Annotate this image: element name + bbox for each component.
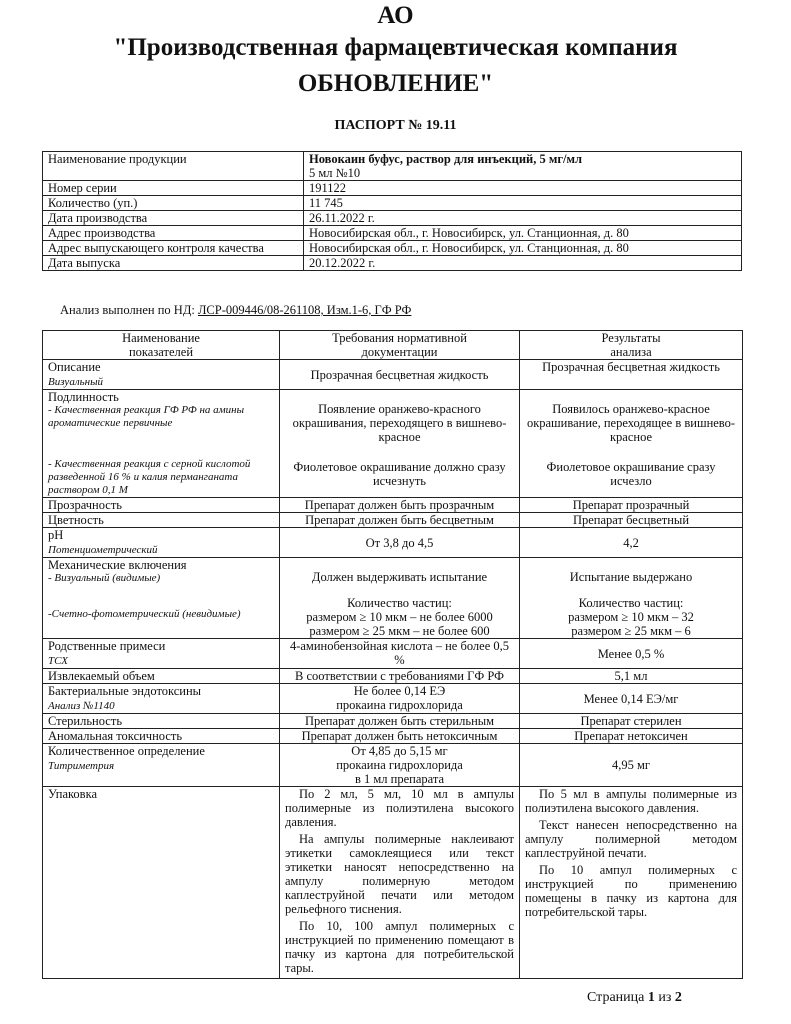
result-cell: По 5 мл в ампулы полимерные из полиэтилена высокого давления. Текст нанесен непосредственно на ампулу полимерной методом каплеструйной печати. По 10 ампул полимерных с инструкцией по применению помещены в пачку из картона для потребительской тары. [520,787,743,979]
info-value-product [304,152,742,181]
info-key: Дата производства [43,211,304,226]
result-cell: 4,2 [520,528,743,558]
product-name: Новокаин буфус, раствор для инъекций, 5 мг/мл [309,152,583,166]
requirement-cell: 4-аминобензойная кислота – не более 0,5 % [280,639,520,669]
row-packaging [43,787,743,979]
product-info-table [42,151,742,271]
normative-doc-line [60,303,411,318]
info-value: Новосибирская обл., г. Новосибирск, ул. Станционная, д. 80 [304,226,742,241]
info-row-release-date [43,256,742,271]
indicator-cell: Подлинность - Качественная реакция ГФ РФ на амины ароматические первичные - Качественная реакция с серной кислотой разведенной 16 % и калия перманганата раствором 0,1 М [43,390,280,498]
row-description [43,360,743,390]
header-requirements: Требования нормативной документации [280,331,520,360]
requirement-cell: Препарат должен быть прозрачным [280,498,520,513]
info-value: 26.11.2022 г. [304,211,742,226]
header-indicator: Наименование показателей [43,331,280,360]
nd-doc-link: ЛСР-009446/08-261108, Изм.1-6, ГФ РФ [197,303,412,317]
result-cell: Менее 0,5 % [520,639,743,669]
row-authenticity [43,390,743,498]
info-key: Номер серии [43,181,304,196]
header-company-line1: "Производственная фармацевтическая компания [113,34,678,61]
header-company-line2: ОБНОВЛЕНИЕ" [297,70,494,97]
indicator-cell: Родственные примеси ТСХ [43,639,280,669]
indicator-cell: Механические включения - Визуальный (видимые) -Счетно-фотометрический (невидимые) [43,558,280,639]
header-ao: АО [377,2,414,29]
page-footer: Страница 1 из 2 [587,990,682,1005]
info-key: Адрес производства [43,226,304,241]
page-number: 1 [647,990,655,1005]
row-endotoxins [43,684,743,714]
row-toxicity [43,729,743,744]
result-cell: Препарат стерилен [520,714,743,729]
indicator-cell: Прозрачность [43,498,280,513]
info-row-production-address [43,226,742,241]
page-total: 2 [674,990,682,1005]
analysis-header-row [43,331,743,360]
requirement-cell: По 2 мл, 5 мл, 10 мл в ампулы полимерные из полиэтилена высокого давления. На ампулы полимерные наклеивают этикетки самоклеящиеся или текст этикетки наносят непосредственно на ампулу полимерную методом каплеструйной печати или методом рельефного тиснения. По 10, 100 ампул полимерных с инструкцией по применению помещают в пачку из картона для потребительской тары. [280,787,520,979]
requirement-cell: Препарат должен быть стерильным [280,714,520,729]
passport-title: ПАСПОРТ № 19.11 [334,118,457,133]
indicator-cell: Стерильность [43,714,280,729]
indicator-cell: Упаковка [43,787,280,979]
info-key: Адрес выпускающего контроля качества [43,241,304,256]
info-value: 191122 [304,181,742,196]
info-row-product [43,152,742,181]
info-value: Новосибирская обл., г. Новосибирск, ул. Станционная, д. 80 [304,241,742,256]
info-value: 20.12.2022 г. [304,256,742,271]
result-cell: Прозрачная бесцветная жидкость [520,360,743,390]
info-row-production-date [43,211,742,226]
row-color [43,513,743,528]
indicator-cell: Описание Визуальный [43,360,280,390]
result-cell: Препарат нетоксичен [520,729,743,744]
info-value: 11 745 [304,196,742,211]
info-key: Количество (уп.) [43,196,304,211]
indicator-cell: Количественное определение Титриметрия [43,744,280,787]
row-ph [43,528,743,558]
row-quantitative [43,744,743,787]
requirement-cell: В соответствии с требованиями ГФ РФ [280,669,520,684]
requirement-cell: От 3,8 до 4,5 [280,528,520,558]
info-key: Наименование продукции [43,152,304,181]
header-results: Результаты анализа [520,331,743,360]
indicator-cell: Цветность [43,513,280,528]
row-transparency [43,498,743,513]
indicator-cell: Извлекаемый объем [43,669,280,684]
nd-prefix: Анализ выполнен по НД: [60,303,198,317]
indicator-cell: pH Потенциометрический [43,528,280,558]
result-cell: Препарат бесцветный [520,513,743,528]
info-key: Дата выпуска [43,256,304,271]
result-cell: Менее 0,14 ЕЭ/мг [520,684,743,714]
result-cell: Испытание выдержано Количество частиц: размером ≥ 10 мкм – 32 размером ≥ 25 мкм – 6 [520,558,743,639]
result-cell: 5,1 мл [520,669,743,684]
requirement-cell: Препарат должен быть нетоксичным [280,729,520,744]
product-pack: 5 мл №10 [309,166,361,180]
analysis-table [42,330,743,979]
requirement-cell: Препарат должен быть бесцветным [280,513,520,528]
result-cell: Появилось оранжево-красное окрашивание, переходящее в вишнево-красное Фиолетовое окрашивание сразу исчезло [520,390,743,498]
row-sterility [43,714,743,729]
result-cell: 4,95 мг [520,744,743,787]
info-row-series [43,181,742,196]
indicator-cell: Аномальная токсичность [43,729,280,744]
indicator-cell: Бактериальные эндотоксины Анализ №1140 [43,684,280,714]
row-extractable-volume [43,669,743,684]
requirement-cell: Должен выдерживать испытание Количество частиц: размером ≥ 10 мкм – не более 6000 размером ≥ 25 мкм – не более 600 [280,558,520,639]
info-row-quantity [43,196,742,211]
info-row-qc-address [43,241,742,256]
result-cell: Препарат прозрачный [520,498,743,513]
requirement-cell: Прозрачная бесцветная жидкость [280,360,520,390]
row-related-impurities [43,639,743,669]
row-mechanical-inclusions [43,558,743,639]
requirement-cell: Появление оранжево-красного окрашивания, переходящего в вишнево-красное Фиолетовое окрашивание должно сразу исчезнуть [280,390,520,498]
requirement-cell: От 4,85 до 5,15 мг прокаина гидрохлорида в 1 мл препарата [280,744,520,787]
requirement-cell: Не более 0,14 ЕЭ прокаина гидрохлорида [280,684,520,714]
